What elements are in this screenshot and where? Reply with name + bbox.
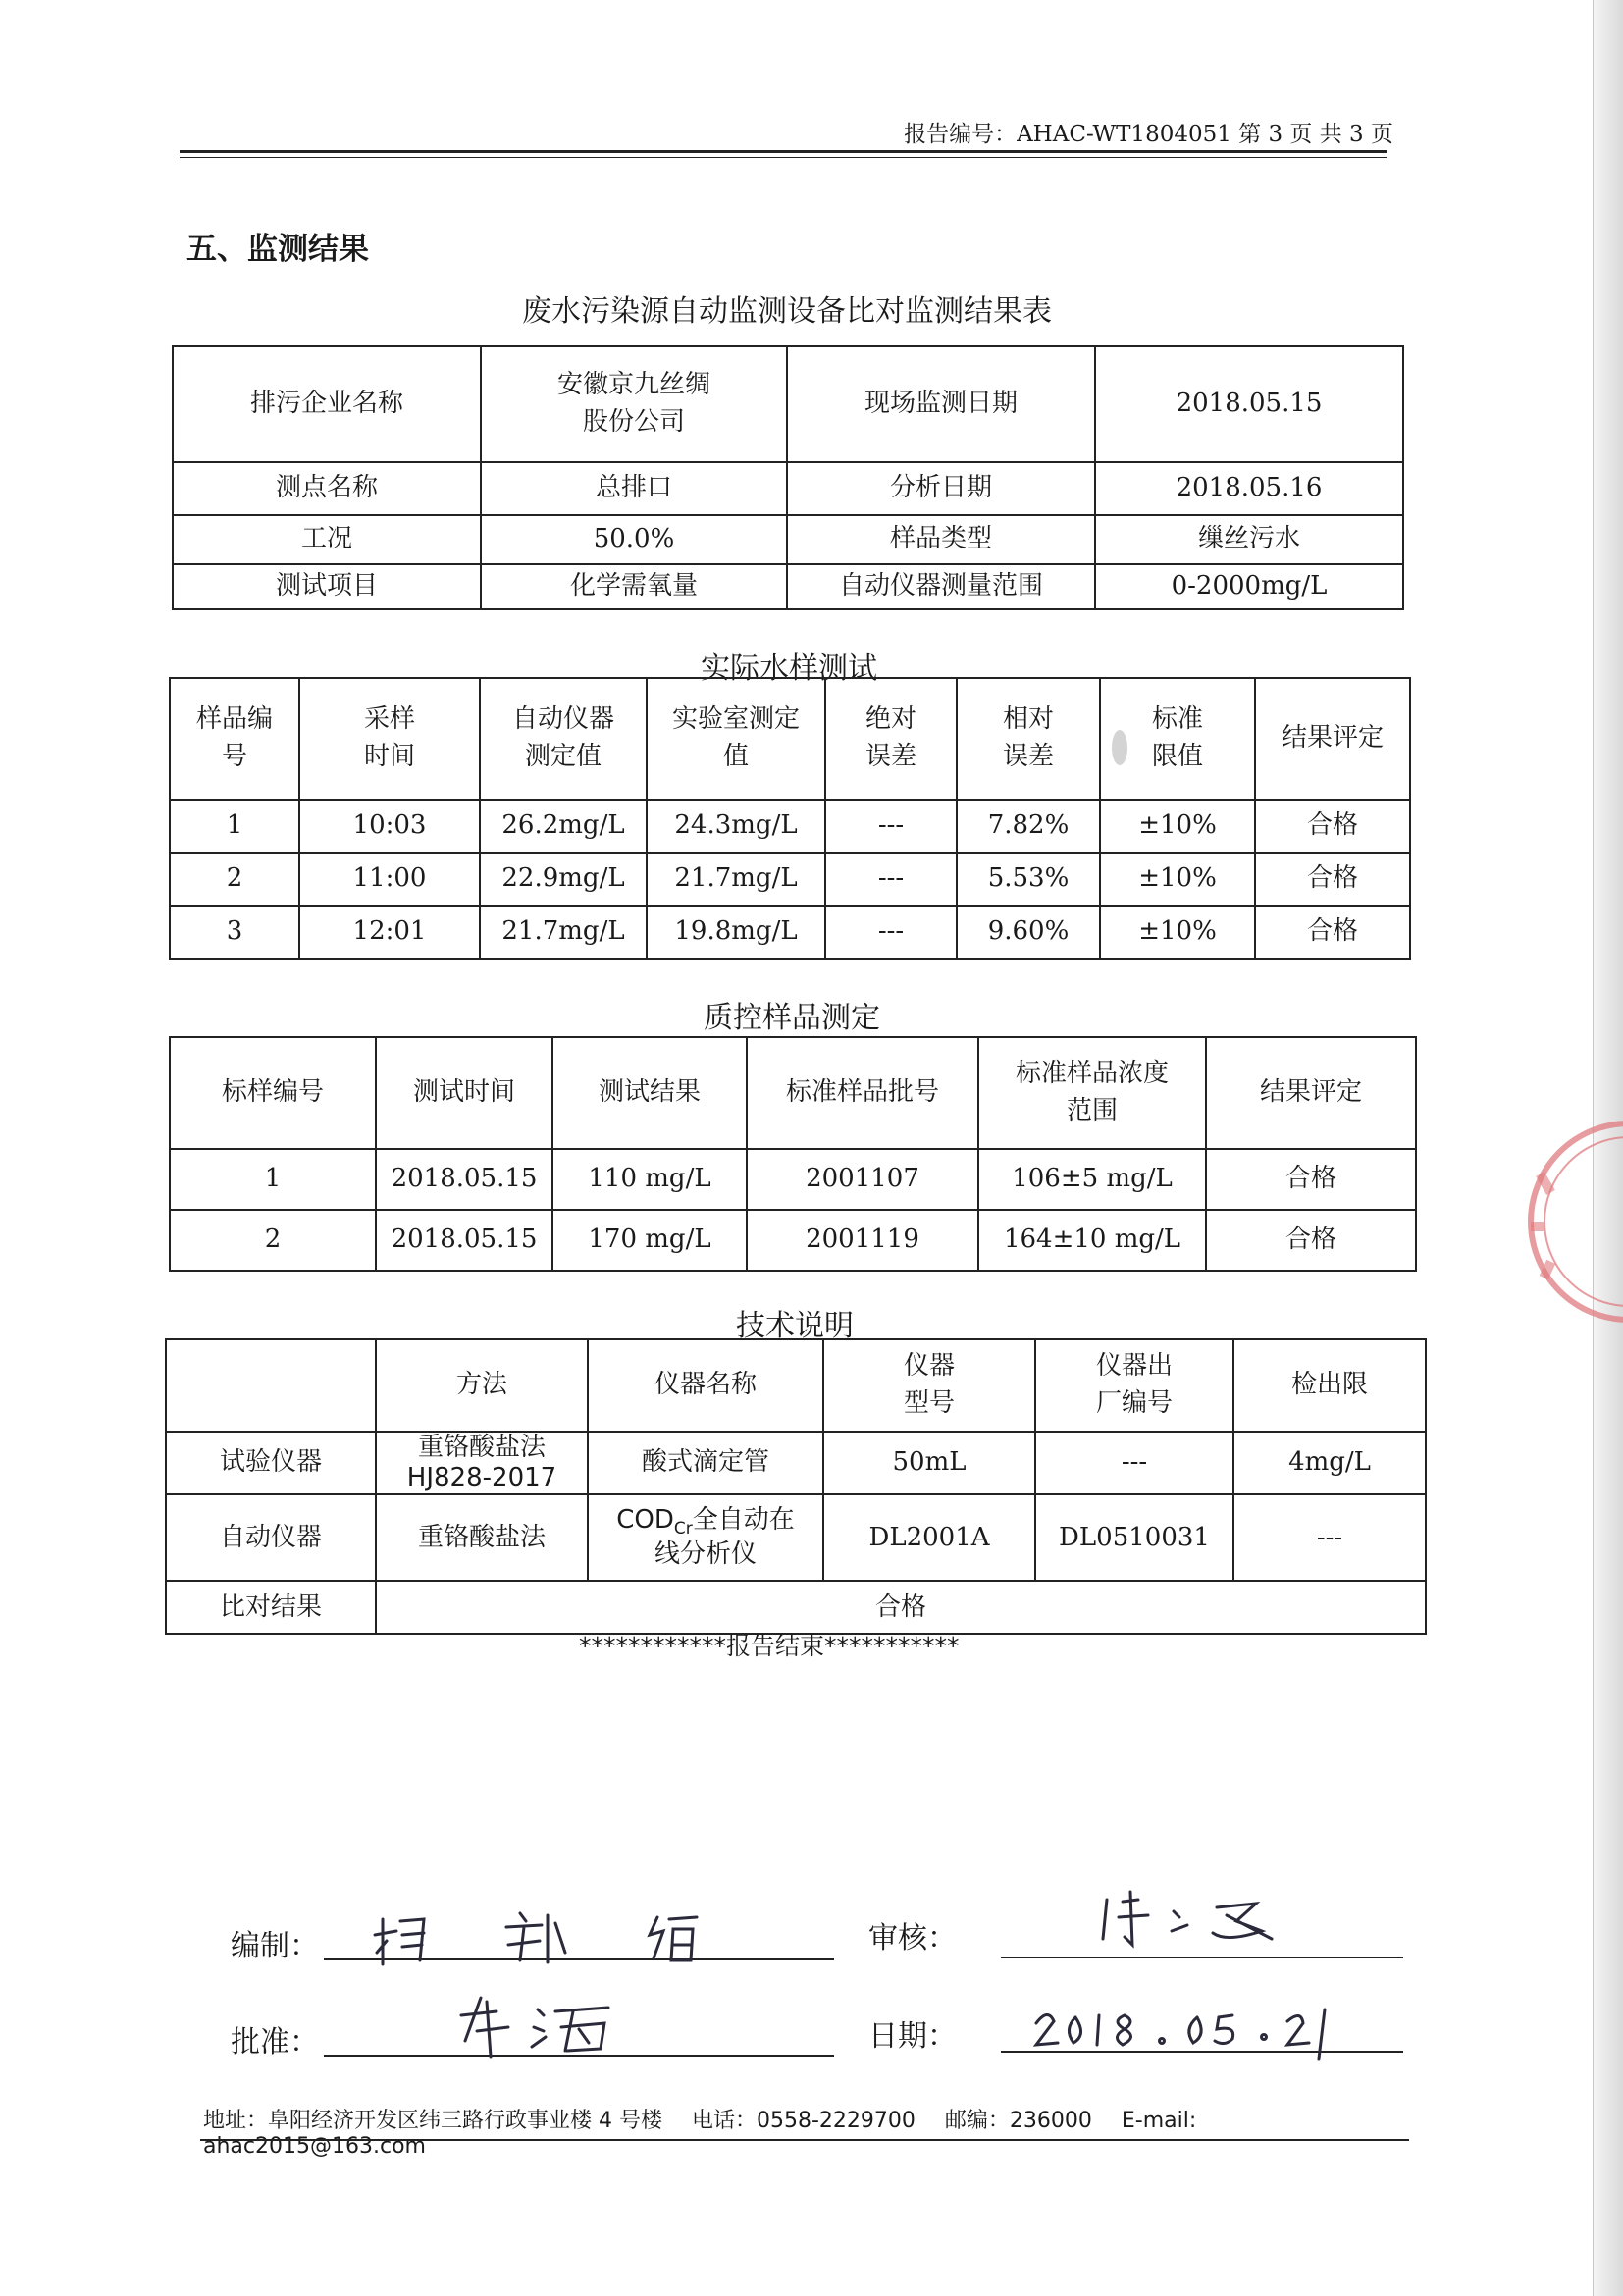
enterprise-label: 排污企业名称 xyxy=(173,346,481,462)
cell: 2018.05.15 xyxy=(376,1210,552,1271)
cell: 1 xyxy=(170,800,299,853)
table-row xyxy=(166,1494,1426,1581)
col-method: 方法 xyxy=(376,1339,588,1432)
analysis-date-value: 2018.05.16 xyxy=(1095,462,1403,515)
table3-caption: 质控样品测定 xyxy=(704,1001,880,1035)
cell: 合格 xyxy=(1255,906,1410,959)
footer-address: 地址：阜阳经济开发区纬三路行政事业楼 4 号楼 xyxy=(203,2109,662,2133)
cell: DL2001A xyxy=(823,1494,1035,1581)
footer-email: E-mail: ahac2015@163.com xyxy=(203,2109,1197,2159)
cell: 24.3mg/L xyxy=(647,800,825,853)
col-sample-no: 样品编 号 xyxy=(170,678,299,800)
cell: 合格 xyxy=(1255,853,1410,906)
info-table xyxy=(172,345,1404,610)
instrument-name-cell xyxy=(588,1494,823,1581)
table1-caption: 废水污染源自动监测设备比对监测结果表 xyxy=(522,294,1052,329)
table-row xyxy=(170,800,1410,853)
cell: ±10% xyxy=(1100,906,1255,959)
footer xyxy=(203,2104,1410,2159)
header-rule-thin xyxy=(180,157,1387,158)
test-item-label: 测试项目 xyxy=(173,564,481,609)
site-date-value: 2018.05.15 xyxy=(1095,346,1403,462)
row-label-comparison: 比对结果 xyxy=(166,1581,376,1634)
instrument-name-rest: 全自动在 线分析仪 xyxy=(654,1505,795,1570)
cell: 合格 xyxy=(1255,800,1410,853)
col-detection-limit: 检出限 xyxy=(1233,1339,1426,1432)
point-value: 总排口 xyxy=(481,462,787,515)
col-model: 仪器 型号 xyxy=(823,1339,1035,1432)
col-std-no: 标样编号 xyxy=(170,1037,376,1149)
cell: 4mg/L xyxy=(1233,1432,1426,1494)
table-row xyxy=(170,1210,1416,1271)
cell: 3 xyxy=(170,906,299,959)
cell: 10:03 xyxy=(299,800,480,853)
cell: 26.2mg/L xyxy=(480,800,647,853)
col-serial: 仪器出 厂编号 xyxy=(1035,1339,1233,1432)
col-empty xyxy=(166,1339,376,1432)
site-date-label: 现场监测日期 xyxy=(787,346,1095,462)
footer-rule xyxy=(200,2139,1409,2141)
col-result: 结果评定 xyxy=(1255,678,1410,800)
table-row xyxy=(166,1432,1426,1494)
cell: 11:00 xyxy=(299,853,480,906)
date-handwritten xyxy=(1030,2002,1354,2061)
section-title: 五、监测结果 xyxy=(186,232,369,267)
col-auto-value: 自动仪器 测定值 xyxy=(480,678,647,800)
table-row xyxy=(170,906,1410,959)
condition-value: 50.0% xyxy=(481,515,787,564)
table2-caption: 实际水样测试 xyxy=(701,652,877,686)
cell: --- xyxy=(825,906,957,959)
footer-phone: 电话：0558-2229700 xyxy=(692,2109,916,2133)
col-conc-range: 标准样品浓度 范围 xyxy=(978,1037,1206,1149)
table4-caption: 技术说明 xyxy=(736,1309,854,1343)
cell: 50mL xyxy=(823,1432,1035,1494)
cell: 9.60% xyxy=(957,906,1100,959)
test-item-value: 化学需氧量 xyxy=(481,564,787,609)
comparison-result: 合格 xyxy=(376,1581,1426,1634)
cell: 21.7mg/L xyxy=(480,906,647,959)
col-lab-value: 实验室测定 值 xyxy=(647,678,825,800)
cell: 19.8mg/L xyxy=(647,906,825,959)
cell: 22.9mg/L xyxy=(480,853,647,906)
cell: 106±5 mg/L xyxy=(978,1149,1206,1210)
analysis-date-label: 分析日期 xyxy=(787,462,1095,515)
table-row xyxy=(170,853,1410,906)
range-label: 自动仪器测量范围 xyxy=(787,564,1095,609)
col-batch-no: 标准样品批号 xyxy=(747,1037,978,1149)
cell: 164±10 mg/L xyxy=(978,1210,1206,1271)
cell: 2 xyxy=(170,1210,376,1271)
approved-signature xyxy=(451,1988,667,2066)
cell: 12:01 xyxy=(299,906,480,959)
technical-table xyxy=(165,1338,1427,1635)
footer-postcode: 邮编：236000 xyxy=(944,2109,1092,2133)
compiled-label: 编制： xyxy=(231,1929,319,1963)
cell: 酸式滴定管 xyxy=(588,1432,823,1494)
water-sample-table xyxy=(169,677,1411,960)
cod-text: COD xyxy=(616,1505,674,1536)
header-rule xyxy=(180,150,1387,153)
condition-label: 工况 xyxy=(173,515,481,564)
cell: 110 mg/L xyxy=(552,1149,747,1210)
cell: ±10% xyxy=(1100,800,1255,853)
cell: ±10% xyxy=(1100,853,1255,906)
col-qc-result: 结果评定 xyxy=(1206,1037,1416,1149)
date-label: 日期： xyxy=(868,2019,957,2054)
cell: --- xyxy=(825,800,957,853)
col-abs-error: 绝对 误差 xyxy=(825,678,957,800)
qc-sample-table xyxy=(169,1036,1417,1272)
cell: 5.53% xyxy=(957,853,1100,906)
cell: 重铬酸盐法 xyxy=(376,1494,588,1581)
cell: --- xyxy=(1233,1494,1426,1581)
reviewed-label: 审核： xyxy=(868,1921,957,1956)
cell: 2 xyxy=(170,853,299,906)
col-instrument-name: 仪器名称 xyxy=(588,1339,823,1432)
report-number: 报告编号：AHAC-WT1804051 第 3 页 共 3 页 xyxy=(904,122,1393,147)
cell: 合格 xyxy=(1206,1149,1416,1210)
report-end-marker: ************报告结束*********** xyxy=(579,1632,960,1660)
table-row xyxy=(170,1149,1416,1210)
sample-type-value: 缫丝污水 xyxy=(1095,515,1403,564)
row-label-auto-instrument: 自动仪器 xyxy=(166,1494,376,1581)
cell: 7.82% xyxy=(957,800,1100,853)
col-rel-error: 相对 误差 xyxy=(957,678,1100,800)
col-test-time: 测试时间 xyxy=(376,1037,552,1149)
cell: --- xyxy=(1035,1432,1233,1494)
col-sample-time: 采样 时间 xyxy=(299,678,480,800)
cell: 重铬酸盐法 HJ828-2017 xyxy=(376,1432,588,1494)
cell: DL0510031 xyxy=(1035,1494,1233,1581)
row-label-test-instrument: 试验仪器 xyxy=(166,1432,376,1494)
cell: 2018.05.15 xyxy=(376,1149,552,1210)
cell: 21.7mg/L xyxy=(647,853,825,906)
col-test-result: 测试结果 xyxy=(552,1037,747,1149)
cod-subscript: Cr xyxy=(673,1519,693,1539)
reviewed-signature xyxy=(1079,1882,1335,1960)
approved-label: 批准： xyxy=(231,2025,319,2060)
ink-smudge xyxy=(1107,724,1132,771)
point-label: 测点名称 xyxy=(173,462,481,515)
range-value: 0-2000mg/L xyxy=(1095,564,1403,609)
red-seal-stamp xyxy=(1482,1104,1623,1339)
col-limit: 标准 限值 xyxy=(1100,678,1255,800)
cell: --- xyxy=(825,853,957,906)
cell: 1 xyxy=(170,1149,376,1210)
cell: 2001107 xyxy=(747,1149,978,1210)
sample-type-label: 样品类型 xyxy=(787,515,1095,564)
cell: 2001119 xyxy=(747,1210,978,1271)
cell: 170 mg/L xyxy=(552,1210,747,1271)
enterprise-value: 安徽京九丝绸 股份公司 xyxy=(481,346,787,462)
compiled-signature xyxy=(373,1902,746,1970)
cell: 合格 xyxy=(1206,1210,1416,1271)
